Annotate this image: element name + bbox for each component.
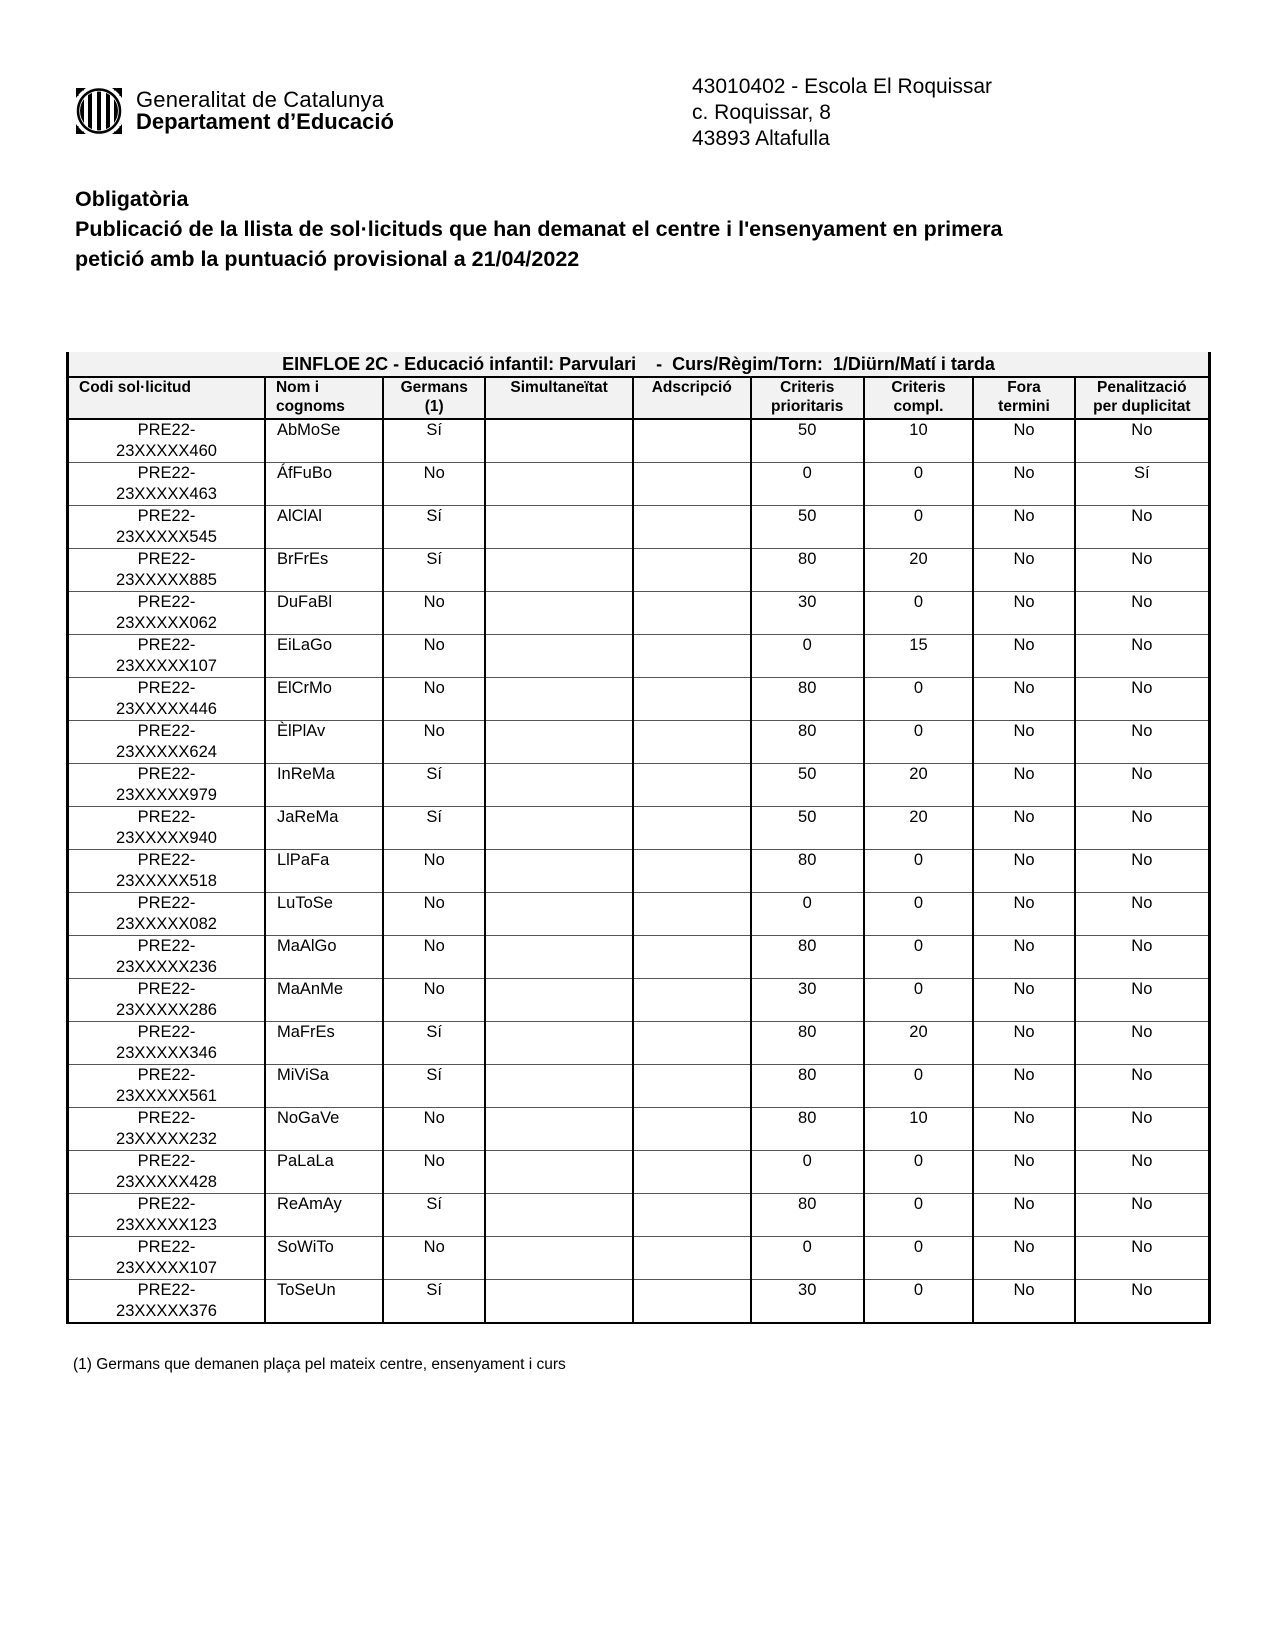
header-label-line2: per duplicitat — [1093, 398, 1191, 415]
document-title-line1: Publicació de la llista de sol·licituds que han demanat el centre i l'ensenyament en primera — [75, 217, 1003, 241]
cell-fora-termini: No — [973, 1108, 1074, 1151]
cell-name: MaAlGo — [265, 936, 383, 979]
code-suffix: 23XXXXX082 — [116, 915, 217, 933]
cell-adscripcio — [633, 936, 751, 979]
cell-prioritaris: 0 — [751, 635, 864, 678]
code-suffix: 23XXXXX107 — [116, 1259, 217, 1277]
code-prefix: PRE22- — [137, 636, 196, 654]
header-label-line2: compl. — [893, 398, 944, 415]
cell-penalitzacio: No — [1075, 419, 1210, 463]
header-col-fora-termini — [973, 377, 1074, 419]
cell-name: LlPaFa — [265, 850, 383, 893]
code-suffix: 23XXXXX460 — [116, 442, 217, 460]
code-prefix: PRE22- — [137, 550, 196, 568]
cell-name: AbMoSe — [265, 419, 383, 463]
cell-adscripcio — [633, 1237, 751, 1280]
code-prefix: PRE22- — [137, 1066, 196, 1084]
cell-fora-termini: No — [973, 936, 1074, 979]
cell-prioritaris: 0 — [751, 1151, 864, 1194]
cell-compl: 20 — [864, 1022, 974, 1065]
cell-adscripcio — [633, 1022, 751, 1065]
header-label-line1: Simultaneïtat — [510, 379, 608, 396]
header-label-line1: Nom i — [275, 379, 320, 396]
cell-name: MiViSa — [265, 1065, 383, 1108]
code-prefix: PRE22- — [137, 679, 196, 697]
cell-compl: 0 — [864, 463, 974, 506]
table-row — [68, 850, 1210, 893]
cell-adscripcio — [633, 721, 751, 764]
header-label-line2: termini — [998, 398, 1050, 415]
cell-prioritaris: 0 — [751, 1237, 864, 1280]
cell-penalitzacio: No — [1075, 549, 1210, 592]
code-prefix: PRE22- — [137, 507, 196, 525]
code-prefix: PRE22- — [137, 980, 196, 998]
cell-germans: No — [383, 1108, 485, 1151]
header-col-criteris-compl — [864, 377, 974, 419]
cell-fora-termini: No — [973, 678, 1074, 721]
cell-simultaneitat — [485, 1108, 632, 1151]
code-prefix: PRE22- — [137, 464, 196, 482]
cell-adscripcio — [633, 1194, 751, 1237]
cell-germans: No — [383, 592, 485, 635]
cell-code — [68, 1280, 265, 1324]
cell-simultaneitat — [485, 764, 632, 807]
cell-compl: 0 — [864, 678, 974, 721]
footnote: (1) Germans que demanen plaça pel mateix centre, ensenyament i curs — [73, 1356, 566, 1373]
cell-fora-termini: No — [973, 1194, 1074, 1237]
code-prefix: PRE22- — [137, 593, 196, 611]
code-suffix: 23XXXXX624 — [116, 743, 217, 761]
cell-prioritaris: 50 — [751, 807, 864, 850]
table-row — [68, 979, 1210, 1022]
logo-text — [136, 89, 394, 133]
cell-code — [68, 506, 265, 549]
education-level: Obligatòria — [75, 187, 189, 211]
cell-code — [68, 764, 265, 807]
cell-adscripcio — [633, 1280, 751, 1324]
cell-simultaneitat — [485, 1065, 632, 1108]
cell-penalitzacio: No — [1075, 807, 1210, 850]
cell-simultaneitat — [485, 419, 632, 463]
cell-name: MaAnMe — [265, 979, 383, 1022]
header-label-line1: Adscripció — [651, 379, 732, 396]
cell-prioritaris: 30 — [751, 979, 864, 1022]
cell-penalitzacio: No — [1075, 850, 1210, 893]
header-label-line1: Codi sol·licitud — [79, 379, 191, 396]
cell-compl: 0 — [864, 1194, 974, 1237]
cell-fora-termini: No — [973, 721, 1074, 764]
cell-compl: 10 — [864, 1108, 974, 1151]
header-col-adscripcio — [633, 377, 751, 419]
cell-germans: Sí — [383, 549, 485, 592]
cell-adscripcio — [633, 463, 751, 506]
cell-compl: 0 — [864, 1151, 974, 1194]
table-row — [68, 1065, 1210, 1108]
cell-code — [68, 1151, 265, 1194]
code-prefix: PRE22- — [137, 851, 196, 869]
cell-compl: 0 — [864, 506, 974, 549]
table-row — [68, 1194, 1210, 1237]
cell-simultaneitat — [485, 1151, 632, 1194]
cell-penalitzacio: No — [1075, 1065, 1210, 1108]
cell-germans: No — [383, 979, 485, 1022]
cell-fora-termini: No — [973, 592, 1074, 635]
table-row — [68, 1022, 1210, 1065]
code-suffix: 23XXXXX123 — [116, 1216, 217, 1234]
cell-simultaneitat — [485, 1022, 632, 1065]
applications-table — [66, 352, 1211, 1324]
code-suffix: 23XXXXX346 — [116, 1044, 217, 1062]
code-suffix: 23XXXXX545 — [116, 528, 217, 546]
cell-compl: 0 — [864, 1065, 974, 1108]
code-suffix: 23XXXXX107 — [116, 657, 217, 675]
table-row — [68, 764, 1210, 807]
cell-germans: Sí — [383, 807, 485, 850]
table-caption-row — [68, 352, 1210, 377]
cell-compl: 15 — [864, 635, 974, 678]
cell-compl: 20 — [864, 549, 974, 592]
cell-code — [68, 807, 265, 850]
cell-simultaneitat — [485, 1280, 632, 1324]
cell-name: ÁfFuBo — [265, 463, 383, 506]
cell-name: ReAmAy — [265, 1194, 383, 1237]
cell-fora-termini: No — [973, 1280, 1074, 1324]
table-row — [68, 807, 1210, 850]
code-suffix: 23XXXXX518 — [116, 872, 217, 890]
cell-name: ElCrMo — [265, 678, 383, 721]
cell-adscripcio — [633, 678, 751, 721]
cell-prioritaris: 30 — [751, 592, 864, 635]
cell-code — [68, 850, 265, 893]
cell-prioritaris: 50 — [751, 419, 864, 463]
cell-fora-termini: No — [973, 807, 1074, 850]
cell-prioritaris: 80 — [751, 936, 864, 979]
cell-name: JaReMa — [265, 807, 383, 850]
cell-prioritaris: 30 — [751, 1280, 864, 1324]
cell-penalitzacio: No — [1075, 979, 1210, 1022]
cell-name: MaFrEs — [265, 1022, 383, 1065]
cell-simultaneitat — [485, 1237, 632, 1280]
code-suffix: 23XXXXX232 — [116, 1130, 217, 1148]
cell-code — [68, 979, 265, 1022]
table-row — [68, 549, 1210, 592]
cell-code — [68, 1194, 265, 1237]
document-heading — [75, 184, 1215, 274]
cell-prioritaris: 80 — [751, 549, 864, 592]
cell-simultaneitat — [485, 592, 632, 635]
cell-simultaneitat — [485, 936, 632, 979]
cell-prioritaris: 80 — [751, 1022, 864, 1065]
cell-name: NoGaVe — [265, 1108, 383, 1151]
code-suffix: 23XXXXX286 — [116, 1001, 217, 1019]
cell-germans: Sí — [383, 764, 485, 807]
school-city: 43893 Altafulla — [692, 127, 830, 150]
cell-code — [68, 635, 265, 678]
cell-compl: 10 — [864, 419, 974, 463]
cell-germans: No — [383, 463, 485, 506]
cell-germans: Sí — [383, 506, 485, 549]
header-col-nom — [265, 377, 383, 419]
cell-fora-termini: No — [973, 1022, 1074, 1065]
cell-simultaneitat — [485, 506, 632, 549]
code-prefix: PRE22- — [137, 765, 196, 783]
school-code-name: 43010402 - Escola El Roquissar — [692, 75, 993, 98]
code-prefix: PRE22- — [137, 808, 196, 826]
cell-penalitzacio: No — [1075, 1237, 1210, 1280]
school-street: c. Roquissar, 8 — [692, 101, 831, 124]
table-body — [68, 419, 1210, 1323]
cell-penalitzacio: No — [1075, 678, 1210, 721]
cell-penalitzacio: No — [1075, 1108, 1210, 1151]
code-prefix: PRE22- — [137, 894, 196, 912]
cell-adscripcio — [633, 764, 751, 807]
cell-name: SoWiTo — [265, 1237, 383, 1280]
cell-simultaneitat — [485, 678, 632, 721]
cell-fora-termini: No — [973, 419, 1074, 463]
header-label-line2: (1) — [424, 398, 444, 415]
generalitat-coat-of-arms-icon — [76, 88, 122, 134]
cell-penalitzacio: No — [1075, 1194, 1210, 1237]
code-prefix: PRE22- — [137, 1238, 196, 1256]
table-row — [68, 678, 1210, 721]
table-row — [68, 936, 1210, 979]
cell-adscripcio — [633, 419, 751, 463]
header-col-germans — [383, 377, 485, 419]
code-suffix: 23XXXXX446 — [116, 700, 217, 718]
cell-fora-termini: No — [973, 893, 1074, 936]
cell-compl: 20 — [864, 764, 974, 807]
header-label-line2: prioritaris — [771, 398, 844, 415]
code-prefix: PRE22- — [137, 722, 196, 740]
code-suffix: 23XXXXX428 — [116, 1173, 217, 1191]
header-label-line1: Fora — [1007, 379, 1041, 396]
cell-code — [68, 419, 265, 463]
cell-fora-termini: No — [973, 1151, 1074, 1194]
table-row — [68, 463, 1210, 506]
cell-compl: 20 — [864, 807, 974, 850]
cell-germans: No — [383, 678, 485, 721]
table-row — [68, 893, 1210, 936]
table-row — [68, 1151, 1210, 1194]
cell-code — [68, 936, 265, 979]
table-row — [68, 419, 1210, 463]
cell-prioritaris: 80 — [751, 1194, 864, 1237]
cell-prioritaris: 0 — [751, 893, 864, 936]
cell-compl: 0 — [864, 721, 974, 764]
cell-prioritaris: 80 — [751, 1065, 864, 1108]
cell-code — [68, 549, 265, 592]
code-suffix: 23XXXXX979 — [116, 786, 217, 804]
cell-simultaneitat — [485, 549, 632, 592]
cell-prioritaris: 50 — [751, 764, 864, 807]
cell-simultaneitat — [485, 635, 632, 678]
cell-simultaneitat — [485, 850, 632, 893]
cell-simultaneitat — [485, 807, 632, 850]
document-title-line2: petició amb la puntuació provisional a 21/04/2022 — [75, 247, 580, 271]
table-header-row — [68, 377, 1210, 419]
cell-adscripcio — [633, 1151, 751, 1194]
code-prefix: PRE22- — [137, 1281, 196, 1299]
cell-penalitzacio: No — [1075, 893, 1210, 936]
table-caption: EINFLOE 2C - Educació infantil: Parvulari - Curs/Règim/Torn: 1/Diürn/Matí i tarda — [68, 352, 1210, 377]
cell-penalitzacio: No — [1075, 936, 1210, 979]
logo-department: Departament d’Educació — [136, 109, 394, 134]
cell-name: AlClAl — [265, 506, 383, 549]
cell-name: LuToSe — [265, 893, 383, 936]
cell-adscripcio — [633, 1108, 751, 1151]
table-row — [68, 1108, 1210, 1151]
cell-name: DuFaBl — [265, 592, 383, 635]
cell-adscripcio — [633, 979, 751, 1022]
cell-name: EiLaGo — [265, 635, 383, 678]
cell-penalitzacio: No — [1075, 635, 1210, 678]
cell-prioritaris: 80 — [751, 678, 864, 721]
code-prefix: PRE22- — [137, 1109, 196, 1127]
cell-fora-termini: No — [973, 1065, 1074, 1108]
cell-code — [68, 1065, 265, 1108]
cell-name: InReMa — [265, 764, 383, 807]
header-label-line2: cognoms — [275, 398, 345, 415]
cell-code — [68, 1108, 265, 1151]
cell-code — [68, 678, 265, 721]
cell-prioritaris: 80 — [751, 1108, 864, 1151]
code-suffix: 23XXXXX463 — [116, 485, 217, 503]
code-suffix: 23XXXXX561 — [116, 1087, 217, 1105]
cell-adscripcio — [633, 807, 751, 850]
cell-prioritaris: 0 — [751, 463, 864, 506]
cell-code — [68, 463, 265, 506]
cell-simultaneitat — [485, 463, 632, 506]
cell-germans: Sí — [383, 1065, 485, 1108]
cell-simultaneitat — [485, 979, 632, 1022]
cell-penalitzacio: No — [1075, 592, 1210, 635]
cell-penalitzacio: No — [1075, 1022, 1210, 1065]
cell-fora-termini: No — [973, 1237, 1074, 1280]
cell-compl: 0 — [864, 1280, 974, 1324]
header-col-codi — [68, 377, 265, 419]
cell-penalitzacio: No — [1075, 1151, 1210, 1194]
cell-adscripcio — [633, 635, 751, 678]
cell-adscripcio — [633, 850, 751, 893]
cell-compl: 0 — [864, 936, 974, 979]
cell-simultaneitat — [485, 1194, 632, 1237]
cell-germans: No — [383, 936, 485, 979]
cell-name: ToSeUn — [265, 1280, 383, 1324]
header-label-line1: Criteris — [780, 379, 835, 396]
table-row — [68, 1280, 1210, 1324]
logo-generalitat: Generalitat de Catalunya — [136, 87, 385, 112]
cell-germans: Sí — [383, 419, 485, 463]
cell-germans: No — [383, 1151, 485, 1194]
table-row — [68, 721, 1210, 764]
cell-germans: Sí — [383, 1280, 485, 1324]
cell-adscripcio — [633, 1065, 751, 1108]
cell-penalitzacio: No — [1075, 506, 1210, 549]
cell-germans: Sí — [383, 1194, 485, 1237]
code-suffix: 23XXXXX376 — [116, 1302, 217, 1320]
cell-code — [68, 592, 265, 635]
cell-fora-termini: No — [973, 764, 1074, 807]
header-col-criteris-prioritaris — [751, 377, 864, 419]
cell-compl: 0 — [864, 592, 974, 635]
cell-prioritaris: 80 — [751, 850, 864, 893]
cell-name: BrFrEs — [265, 549, 383, 592]
code-prefix: PRE22- — [137, 1195, 196, 1213]
cell-compl: 0 — [864, 850, 974, 893]
header-col-simultaneitat — [485, 377, 632, 419]
cell-adscripcio — [633, 592, 751, 635]
cell-name: ÈlPlAv — [265, 721, 383, 764]
cell-germans: No — [383, 1237, 485, 1280]
cell-penalitzacio: No — [1075, 764, 1210, 807]
code-prefix: PRE22- — [137, 1152, 196, 1170]
table-row — [68, 635, 1210, 678]
cell-germans: No — [383, 635, 485, 678]
cell-compl: 0 — [864, 1237, 974, 1280]
table-row — [68, 506, 1210, 549]
header-label-line1: Penalització — [1097, 379, 1187, 396]
cell-simultaneitat — [485, 721, 632, 764]
cell-adscripcio — [633, 549, 751, 592]
cell-germans: Sí — [383, 1022, 485, 1065]
cell-code — [68, 721, 265, 764]
cell-fora-termini: No — [973, 979, 1074, 1022]
cell-adscripcio — [633, 893, 751, 936]
cell-prioritaris: 80 — [751, 721, 864, 764]
cell-fora-termini: No — [973, 635, 1074, 678]
cell-fora-termini: No — [973, 850, 1074, 893]
department-logo — [76, 88, 394, 134]
code-prefix: PRE22- — [137, 1023, 196, 1041]
table-row — [68, 1237, 1210, 1280]
cell-fora-termini: No — [973, 506, 1074, 549]
code-suffix: 23XXXXX940 — [116, 829, 217, 847]
cell-compl: 0 — [864, 893, 974, 936]
cell-simultaneitat — [485, 893, 632, 936]
header-label-line1: Criteris — [891, 379, 946, 396]
cell-penalitzacio: Sí — [1075, 463, 1210, 506]
cell-prioritaris: 50 — [751, 506, 864, 549]
code-prefix: PRE22- — [137, 421, 196, 439]
cell-code — [68, 1022, 265, 1065]
code-prefix: PRE22- — [137, 937, 196, 955]
code-suffix: 23XXXXX885 — [116, 571, 217, 589]
cell-germans: No — [383, 893, 485, 936]
code-suffix: 23XXXXX062 — [116, 614, 217, 632]
school-address — [692, 74, 992, 152]
header-label-line1: Germans — [400, 379, 468, 396]
cell-fora-termini: No — [973, 549, 1074, 592]
cell-code — [68, 1237, 265, 1280]
cell-fora-termini: No — [973, 463, 1074, 506]
cell-germans: No — [383, 721, 485, 764]
cell-penalitzacio: No — [1075, 1280, 1210, 1324]
cell-penalitzacio: No — [1075, 721, 1210, 764]
cell-code — [68, 893, 265, 936]
code-suffix: 23XXXXX236 — [116, 958, 217, 976]
header-col-penalitzacio — [1075, 377, 1210, 419]
cell-germans: No — [383, 850, 485, 893]
cell-name: PaLaLa — [265, 1151, 383, 1194]
cell-adscripcio — [633, 506, 751, 549]
cell-compl: 0 — [864, 979, 974, 1022]
table-row — [68, 592, 1210, 635]
